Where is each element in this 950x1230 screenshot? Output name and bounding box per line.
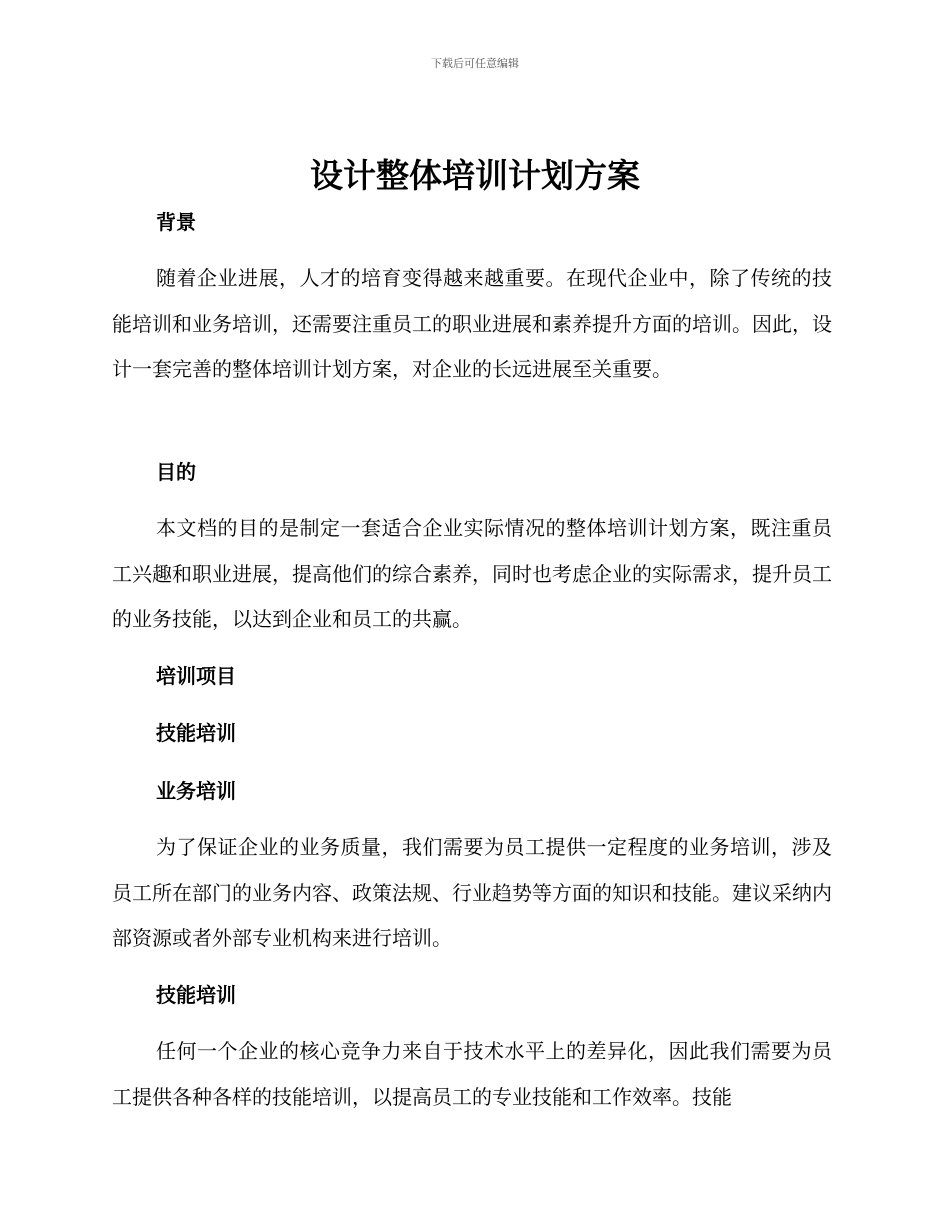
section-heading-skill-training: 技能培训 (156, 721, 236, 745)
section-heading-business-training: 业务培训 (156, 779, 236, 803)
paragraph-background: 随着企业进展，人才的培育变得越来越重要。在现代企业中，除了传统的技能培训和业务培训，还需要注重员工的职业进展和素养提升方面的培训。因此，设计一套完善的整体培训计划方案，对企业的长远进展至关重要。 (112, 266, 832, 381)
paragraph-business-training: 为了保证企业的业务质量，我们需要为员工提供一定程度的业务培训，涉及员工所在部门的业务内容、政策法规、行业趋势等方面的知识和技能。建议采纳内部资源或者外部专业机构来进行培训。 (112, 835, 832, 950)
section-heading-background: 背景 (156, 210, 196, 234)
paragraph-skill-training: 任何一个企业的核心竞争力来自于技术水平上的差异化，因此我们需要为员工提供各种各样的技能培训，以提高员工的专业技能和工作效率。技能 (112, 1039, 832, 1109)
section-heading-training-projects: 培训项目 (156, 664, 236, 688)
section-heading-purpose: 目的 (156, 460, 196, 484)
paragraph-purpose: 本文档的目的是制定一套适合企业实际情况的整体培训计划方案，既注重员工兴趣和职业进展，提高他们的综合素养，同时也考虑企业的实际需求，提升员工的业务技能，以达到企业和员工的共赢。 (112, 516, 832, 631)
document-title: 设计整体培训计划方案 (310, 156, 640, 195)
page-header-note: 下载后可任意编辑 (431, 57, 519, 70)
section-heading-skill-training-detail: 技能培训 (156, 983, 236, 1007)
